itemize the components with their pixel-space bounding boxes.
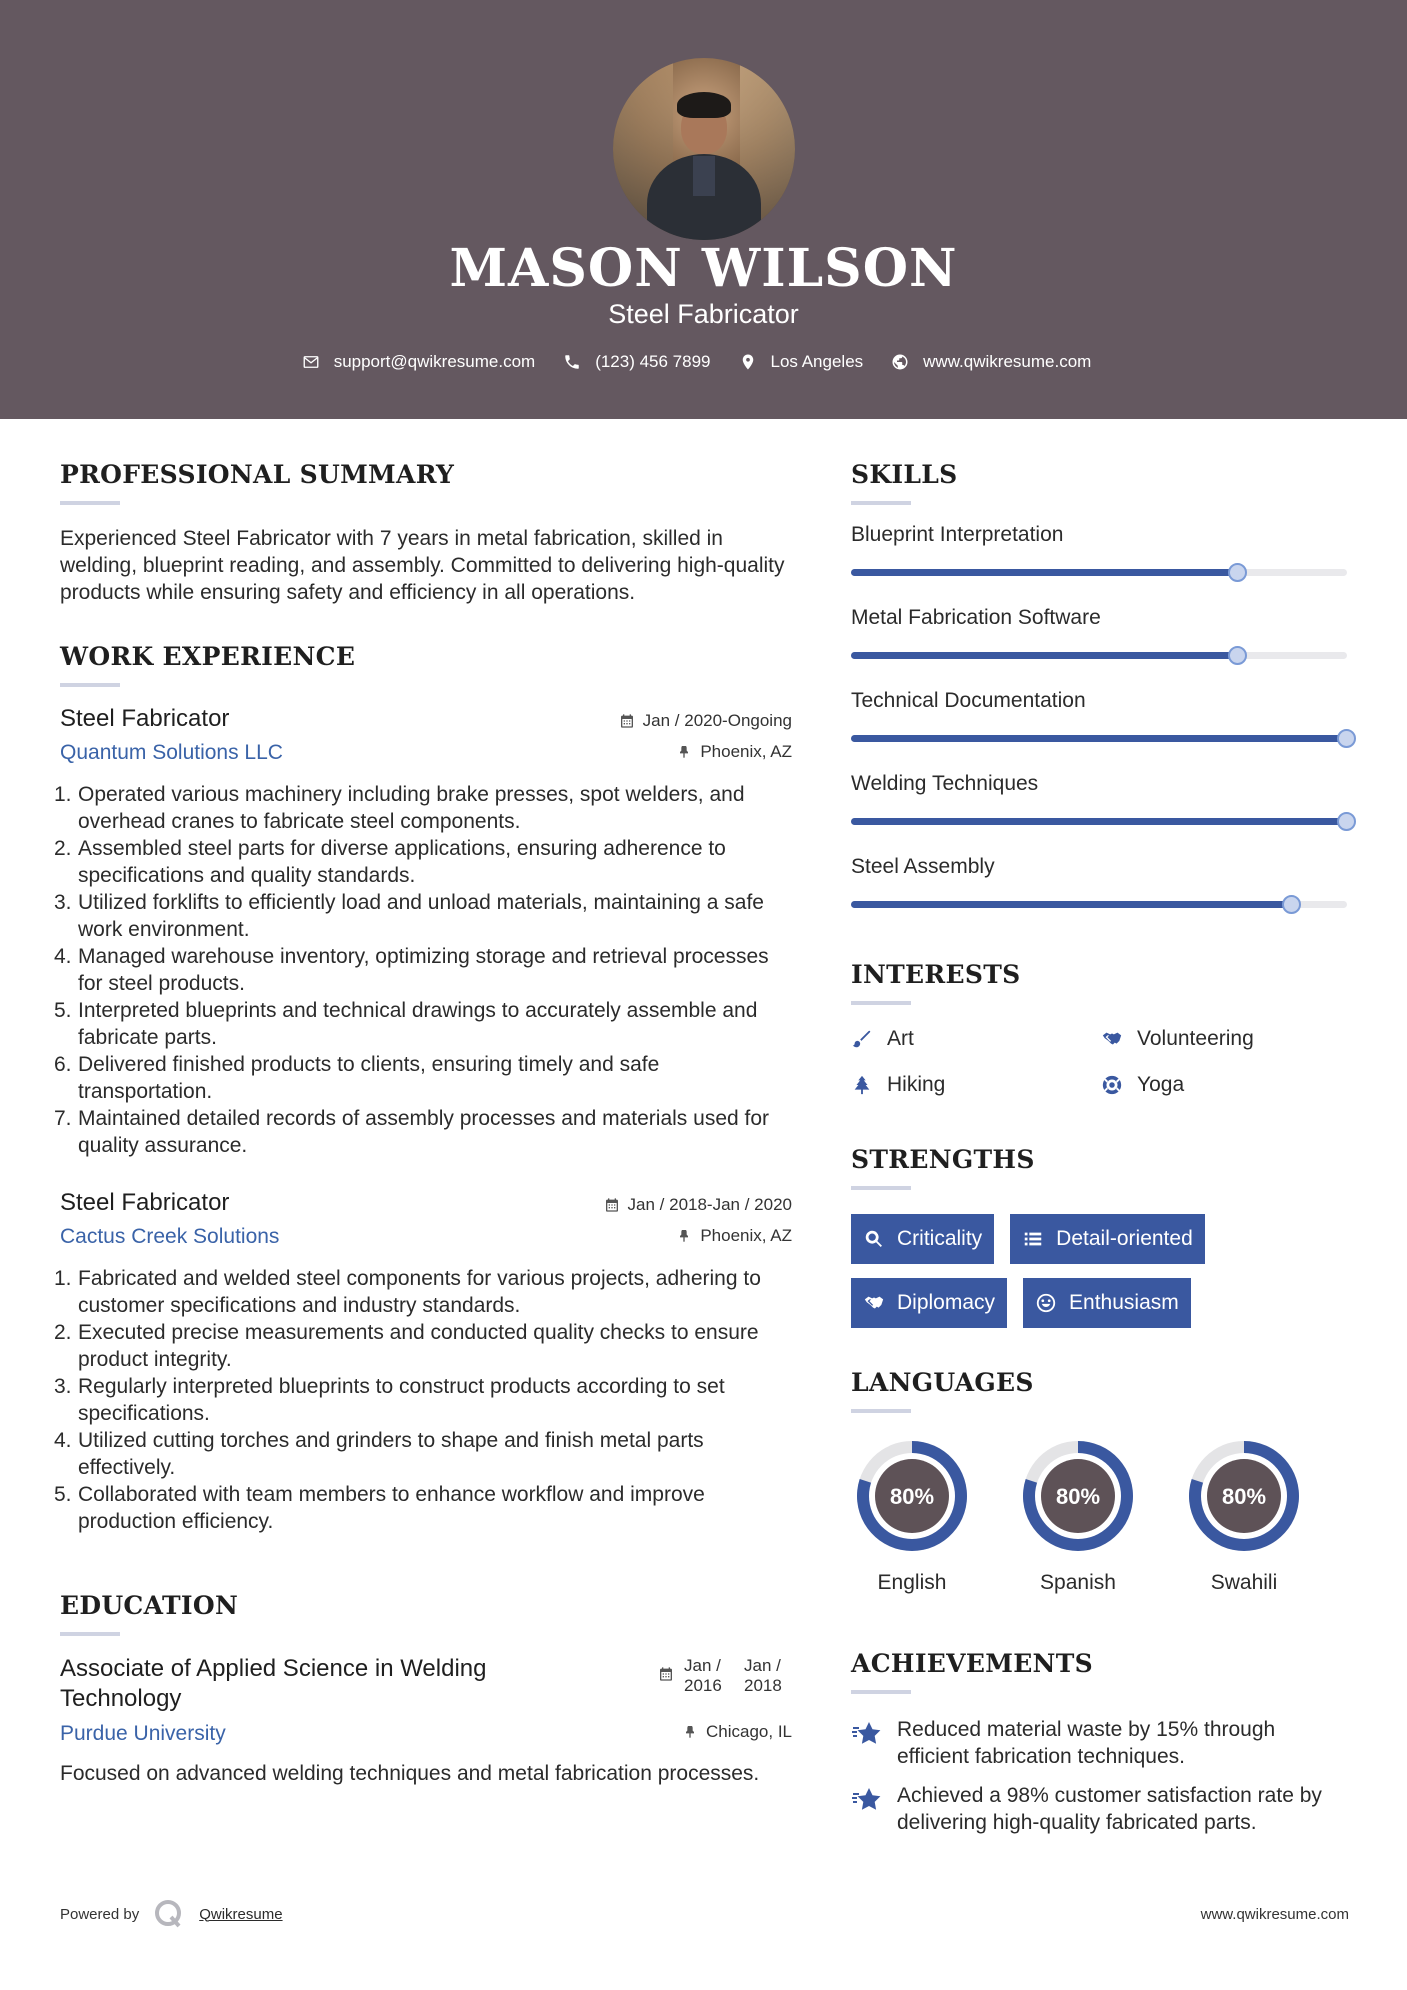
section-divider <box>851 1690 911 1694</box>
pushpin-icon <box>676 1228 692 1244</box>
globe-icon <box>891 353 909 371</box>
language-item <box>851 1435 973 1595</box>
skill-bar-knob <box>1337 729 1356 748</box>
tree-icon <box>851 1074 873 1096</box>
section-divider <box>60 501 120 505</box>
footer-brand-link[interactable]: Qwikresume <box>199 1905 283 1923</box>
language-donut <box>1017 1435 1139 1557</box>
list-item: 2. Executed precise measurements and conducted quality checks to ensure product integrity. <box>54 1321 759 1371</box>
skill-bar <box>851 652 1347 659</box>
section-divider <box>851 1186 911 1190</box>
skill-bar-knob <box>1282 895 1301 914</box>
list-item: 5. Collaborated with team members to enhance workflow and improve production efficiency. <box>54 1483 705 1533</box>
candidate-title: Steel Fabricator <box>608 299 799 329</box>
skill-item: Steel Assembly <box>851 855 1351 908</box>
job-dates: Jan / 2020-Ongoing <box>619 711 792 731</box>
list-item: 3. Regularly interpreted blueprints to construct products according to set specifications. <box>54 1375 725 1425</box>
skill-bar <box>851 735 1347 742</box>
education-dates: Jan / 2016 Jan / 2018 <box>658 1656 792 1696</box>
list-item: 6. Delivered finished products to clients, ensuring timely and safe transportation. <box>54 1053 660 1103</box>
interests-section <box>851 960 1351 1097</box>
summary-section <box>60 460 792 606</box>
achievement-item: Achieved a 98% customer satisfaction rate by delivering high-quality fabricated parts. <box>851 1782 1351 1836</box>
achievements-heading: ACHIEVEMENTS <box>851 1649 1093 1678</box>
contact-email[interactable]: support@qwikresume.com <box>302 352 536 372</box>
footer-powered-by: Powered by Qwikresume <box>60 1898 283 1930</box>
candidate-name: MASON WILSON <box>449 238 958 299</box>
paintbrush-icon <box>851 1028 873 1050</box>
summary-heading: PROFESSIONAL SUMMARY <box>60 460 455 489</box>
list-icon <box>1022 1228 1044 1250</box>
language-percent: 80% <box>889 1484 935 1509</box>
star-award-icon <box>851 1718 883 1750</box>
job-entry <box>54 1189 792 1535</box>
list-item: 1. Operated various machinery including brake presses, spot welders, and overhead cranes to fabricate steel components. <box>54 783 745 833</box>
job-location: Phoenix, AZ <box>676 742 792 762</box>
smile-icon <box>1035 1292 1057 1314</box>
job-bullets <box>54 781 792 1159</box>
language-name: English <box>877 1571 947 1594</box>
list-item: 5. Interpreted blueprints and technical drawings to accurately assemble and fabricate parts. <box>54 999 758 1049</box>
lifering-icon <box>1101 1074 1123 1096</box>
list-item: 4. Utilized cutting torches and grinders to shape and finish metal parts effectively. <box>54 1429 704 1479</box>
company-name: Quantum Solutions LLC <box>60 741 283 764</box>
school-name: Purdue University <box>60 1722 226 1745</box>
strengths-heading: STRENGTHS <box>851 1145 1035 1174</box>
list-item: 3. Utilized forklifts to efficiently load and unload materials, maintaining a safe work environment. <box>54 891 764 941</box>
star-award-icon <box>851 1784 883 1816</box>
skill-bar-knob <box>1228 563 1247 582</box>
interest-item: Hiking <box>851 1073 1101 1097</box>
list-item: 4. Managed warehouse inventory, optimizing storage and retrieval processes for steel products. <box>54 945 769 995</box>
language-name: Swahili <box>1210 1571 1278 1594</box>
contact-location: Los Angeles <box>739 352 864 372</box>
contact-bar <box>0 352 1407 372</box>
strength-badge: Diplomacy <box>851 1278 1007 1328</box>
strength-badge: Criticality <box>851 1214 994 1264</box>
degree-title: Associate of Applied Science in Welding Technology <box>60 1655 487 1712</box>
resume-header <box>0 0 1407 419</box>
skill-bar <box>851 901 1347 908</box>
language-percent: 80% <box>1055 1484 1101 1509</box>
achievement-item: Reduced material waste by 15% through efficient fabrication techniques. <box>851 1716 1351 1770</box>
left-column <box>54 460 792 1787</box>
strength-badge: Enthusiasm <box>1023 1278 1191 1328</box>
skill-item: Technical Documentation <box>851 689 1351 742</box>
job-title: Steel Fabricator <box>60 1189 230 1216</box>
map-pin-icon <box>739 353 757 371</box>
education-entry <box>60 1654 792 1787</box>
section-divider <box>851 501 911 505</box>
list-item: 2. Assembled steel parts for diverse applications, ensuring adherence to specifications and quality standards. <box>54 837 726 887</box>
education-heading: EDUCATION <box>60 1591 239 1620</box>
envelope-icon <box>302 353 320 371</box>
job-location: Phoenix, AZ <box>676 1226 792 1246</box>
qwikresume-logo-icon <box>153 1898 185 1930</box>
strengths-section <box>851 1145 1351 1328</box>
pushpin-icon <box>676 744 692 760</box>
skills-section <box>851 460 1351 908</box>
summary-text: Experienced Steel Fabricator with 7 years in metal fabrication, skilled in welding, blueprint reading, and assembly. Committed to delivering high-quality products while ensuring safety and efficiency in all operations. <box>60 527 785 604</box>
section-divider <box>60 683 120 687</box>
skill-bar <box>851 569 1347 576</box>
strength-badge: Detail-oriented <box>1010 1214 1205 1264</box>
list-item: 1. Fabricated and welded steel components for various projects, adhering to customer specifications and industry standards. <box>54 1267 761 1317</box>
skill-bar <box>851 818 1347 825</box>
skill-item: Blueprint Interpretation <box>851 523 1351 576</box>
profile-photo <box>613 58 795 240</box>
language-donut <box>851 1435 973 1557</box>
language-name: Spanish <box>1040 1571 1116 1594</box>
calendar-icon <box>619 713 635 729</box>
interest-item: Art <box>851 1027 1101 1051</box>
achievements-section <box>851 1649 1351 1836</box>
handshake-icon <box>863 1292 885 1314</box>
languages-heading: LANGUAGES <box>851 1368 1034 1397</box>
experience-section <box>54 642 792 1535</box>
phone-icon <box>563 353 581 371</box>
section-divider <box>60 1632 120 1636</box>
company-name: Cactus Creek Solutions <box>60 1225 280 1248</box>
search-icon <box>863 1228 885 1250</box>
interest-item: Yoga <box>1101 1073 1351 1097</box>
skill-bar-knob <box>1337 812 1356 831</box>
list-item: 7. Maintained detailed records of assembly processes and materials used for quality assurance. <box>54 1107 770 1157</box>
job-bullets <box>54 1265 792 1535</box>
languages-section <box>851 1368 1351 1595</box>
experience-heading: WORK EXPERIENCE <box>60 642 356 671</box>
calendar-icon <box>604 1197 620 1213</box>
education-description: Focused on advanced welding techniques and metal fabrication processes. <box>60 1762 760 1785</box>
language-item <box>1017 1435 1139 1595</box>
handshake-icon <box>1101 1028 1123 1050</box>
language-donut <box>1183 1435 1305 1557</box>
right-column <box>851 460 1351 1836</box>
pushpin-icon <box>682 1724 698 1740</box>
skill-item: Metal Fabrication Software <box>851 606 1351 659</box>
skill-bar-knob <box>1228 646 1247 665</box>
job-dates: Jan / 2018-Jan / 2020 <box>604 1195 792 1215</box>
calendar-icon <box>658 1666 674 1682</box>
contact-phone[interactable]: (123) 456 7899 <box>563 352 710 372</box>
language-percent: 80% <box>1221 1484 1267 1509</box>
job-entry <box>54 705 792 1159</box>
section-divider <box>851 1409 911 1413</box>
interest-item: Volunteering <box>1101 1027 1351 1051</box>
education-location: Chicago, IL <box>682 1722 792 1742</box>
footer-website[interactable]: www.qwikresume.com <box>1200 1906 1349 1923</box>
contact-website[interactable]: www.qwikresume.com <box>891 352 1091 372</box>
section-divider <box>851 1001 911 1005</box>
language-item <box>1183 1435 1305 1595</box>
interests-heading: INTERESTS <box>851 960 1021 989</box>
skills-heading: SKILLS <box>851 460 958 489</box>
education-section <box>60 1591 792 1787</box>
job-title: Steel Fabricator <box>60 705 230 732</box>
skill-item: Welding Techniques <box>851 772 1351 825</box>
